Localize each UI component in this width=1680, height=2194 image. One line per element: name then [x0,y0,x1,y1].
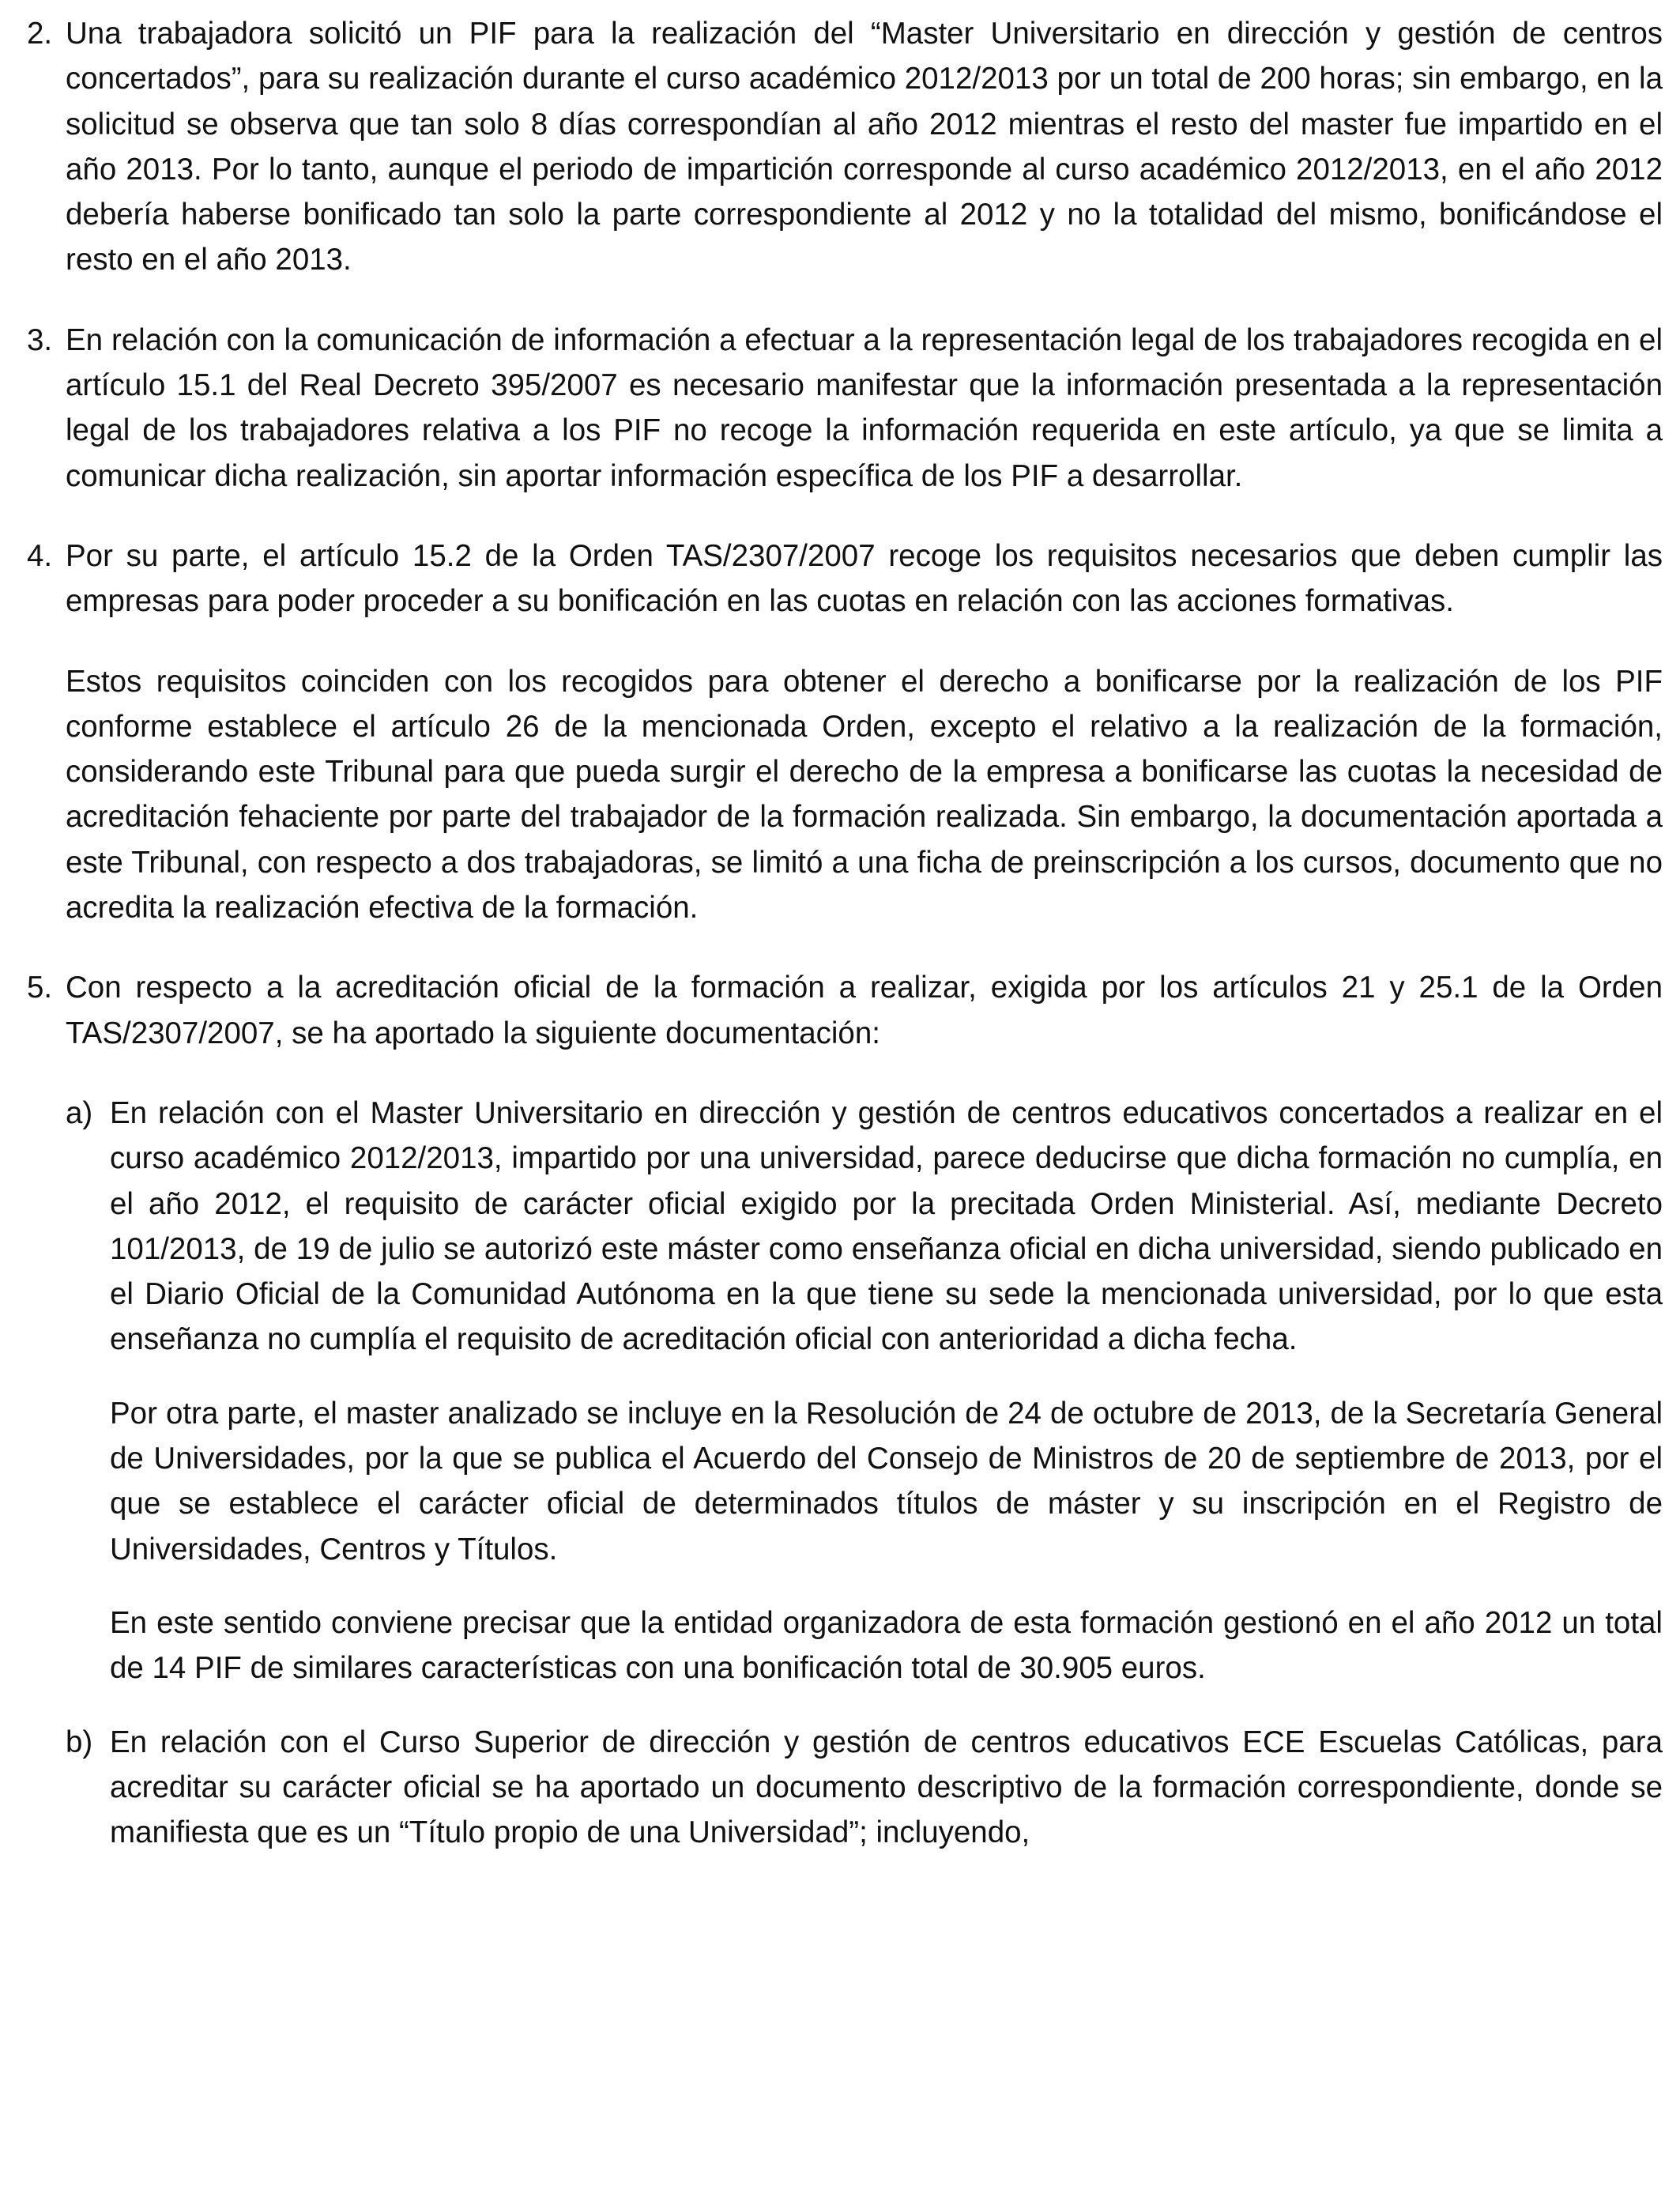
item-body [66,318,1663,499]
paragraph: Por su parte, el artículo 15.2 de la Orden TAS/2307/2007 recoge los requisitos necesarios que deben cumplir las empresas para poder proceder a su bonificación en las cuotas en relación con las acciones formativas. [66,538,1663,619]
item-number: 4. [27,538,53,573]
subitem-body [110,1091,1663,1691]
item-number: 2. [27,17,53,51]
paragraph: Por otra parte, el master analizado se incluye en la Resolución de 24 de octubre de 2013, de la Secretaría General de Universidades, por la que se publica el Acuerdo del Consejo de Ministros de 20 de septiembre de 2013, por el que se establece el carácter oficial de determinados títulos de máster y su inscripción en el Registro de Universidades, Centros y Títulos. [110,1396,1663,1566]
list-item-2 [27,11,1663,283]
item-body [66,965,1663,1855]
paragraph: Una trabajadora solicitó un PIF para la realización del “Master Universitario en dirección y gestión de centros concertados”, para su realización durante el curso académico 2012/2013 por un total de 200 horas; sin embargo, en la solicitud se observa que tan solo 8 días correspondían al año 2012 mientras el resto del master fue impartido en el año 2013. Por lo tanto, aunque el periodo de impartición corresponde al curso académico 2012/2013, en el año 2012 debería haberse bonificado tan solo la parte correspondiente al 2012 y no la totalidad del mismo, bonificándose el resto en el año 2013. [66,17,1663,277]
list-item-4 [27,533,1663,930]
item-number: 3. [27,322,53,357]
paragraph: Estos requisitos coinciden con los recogidos para obtener el derecho a bonificarse por la realización de los PIF conforme establece el artículo 26 de la mencionada Orden, excepto el relativo a la realización de la formación, considerando este Tribunal para que pueda surgir el derecho de la empresa a bonificarse las cuotas la necesidad de acreditación fehaciente por parte del trabajador de la formación realizada. Sin embargo, la documentación aportada a este Tribunal, con respecto a dos trabajadoras, se limitó a una ficha de preinscripción a los cursos, documento que no acredita la realización efectiva de la formación. [66,664,1663,925]
list-item-3 [27,318,1663,499]
item-number: 5. [27,971,53,1005]
item-body [66,533,1663,930]
paragraph: En relación con el Master Universitario en dirección y gestión de centros educativos concertados a realizar en el curso académico 2012/2013, impartido por una universidad, parece deducirse que dicha formación no cumplía, en el año 2012, el requisito de carácter oficial exigido por la precitada Orden Ministerial. Así, mediante Decreto 101/2013, de 19 de julio se autorizó este máster como enseñanza oficial en dicha universidad, siendo publicado en el Diario Oficial de la Comunidad Autónoma en la que tiene su sede la mencionada universidad, por lo que esta enseñanza no cumplía el requisito de acreditación oficial con anterioridad a dicha fecha. [110,1095,1663,1357]
item-body [66,11,1663,283]
paragraph: Con respecto a la acreditación oficial de la formación a realizar, exigida por los artículos 21 y 25.1 de la Orden TAS/2307/2007, se ha aportado la siguiente documentación: [66,971,1663,1050]
document-body [27,11,1663,1855]
paragraph: En relación con el Curso Superior de dirección y gestión de centros educativos ECE Escuelas Católicas, para acreditar su carácter oficial se ha aportado un documento descriptivo de la formación correspondiente, donde se manifiesta que es un “Título propio de una Universidad”; incluyendo, [110,1725,1663,1850]
subitem-letter: b) [66,1725,93,1759]
paragraph: En relación con la comunicación de información a efectuar a la representación legal de los trabajadores recogida en el artículo 15.1 del Real Decreto 395/2007 es necesario manifestar que la información presentada a la representación legal de los trabajadores relativa a los PIF no recoge la información requerida en este artículo, ya que se limita a comunicar dicha realización, sin aportar información específica de los PIF a desarrollar. [66,322,1663,493]
sublist-item-b [66,1720,1663,1856]
paragraph: En este sentido conviene precisar que la entidad organizadora de esta formación gestionó en el año 2012 un total de 14 PIF de similares características con una bonificación total de 30.905 euros. [110,1605,1663,1686]
subitem-letter: a) [66,1095,93,1130]
sublist-item-a [66,1091,1663,1691]
list-item-5 [27,965,1663,1855]
subitem-body [110,1720,1663,1856]
